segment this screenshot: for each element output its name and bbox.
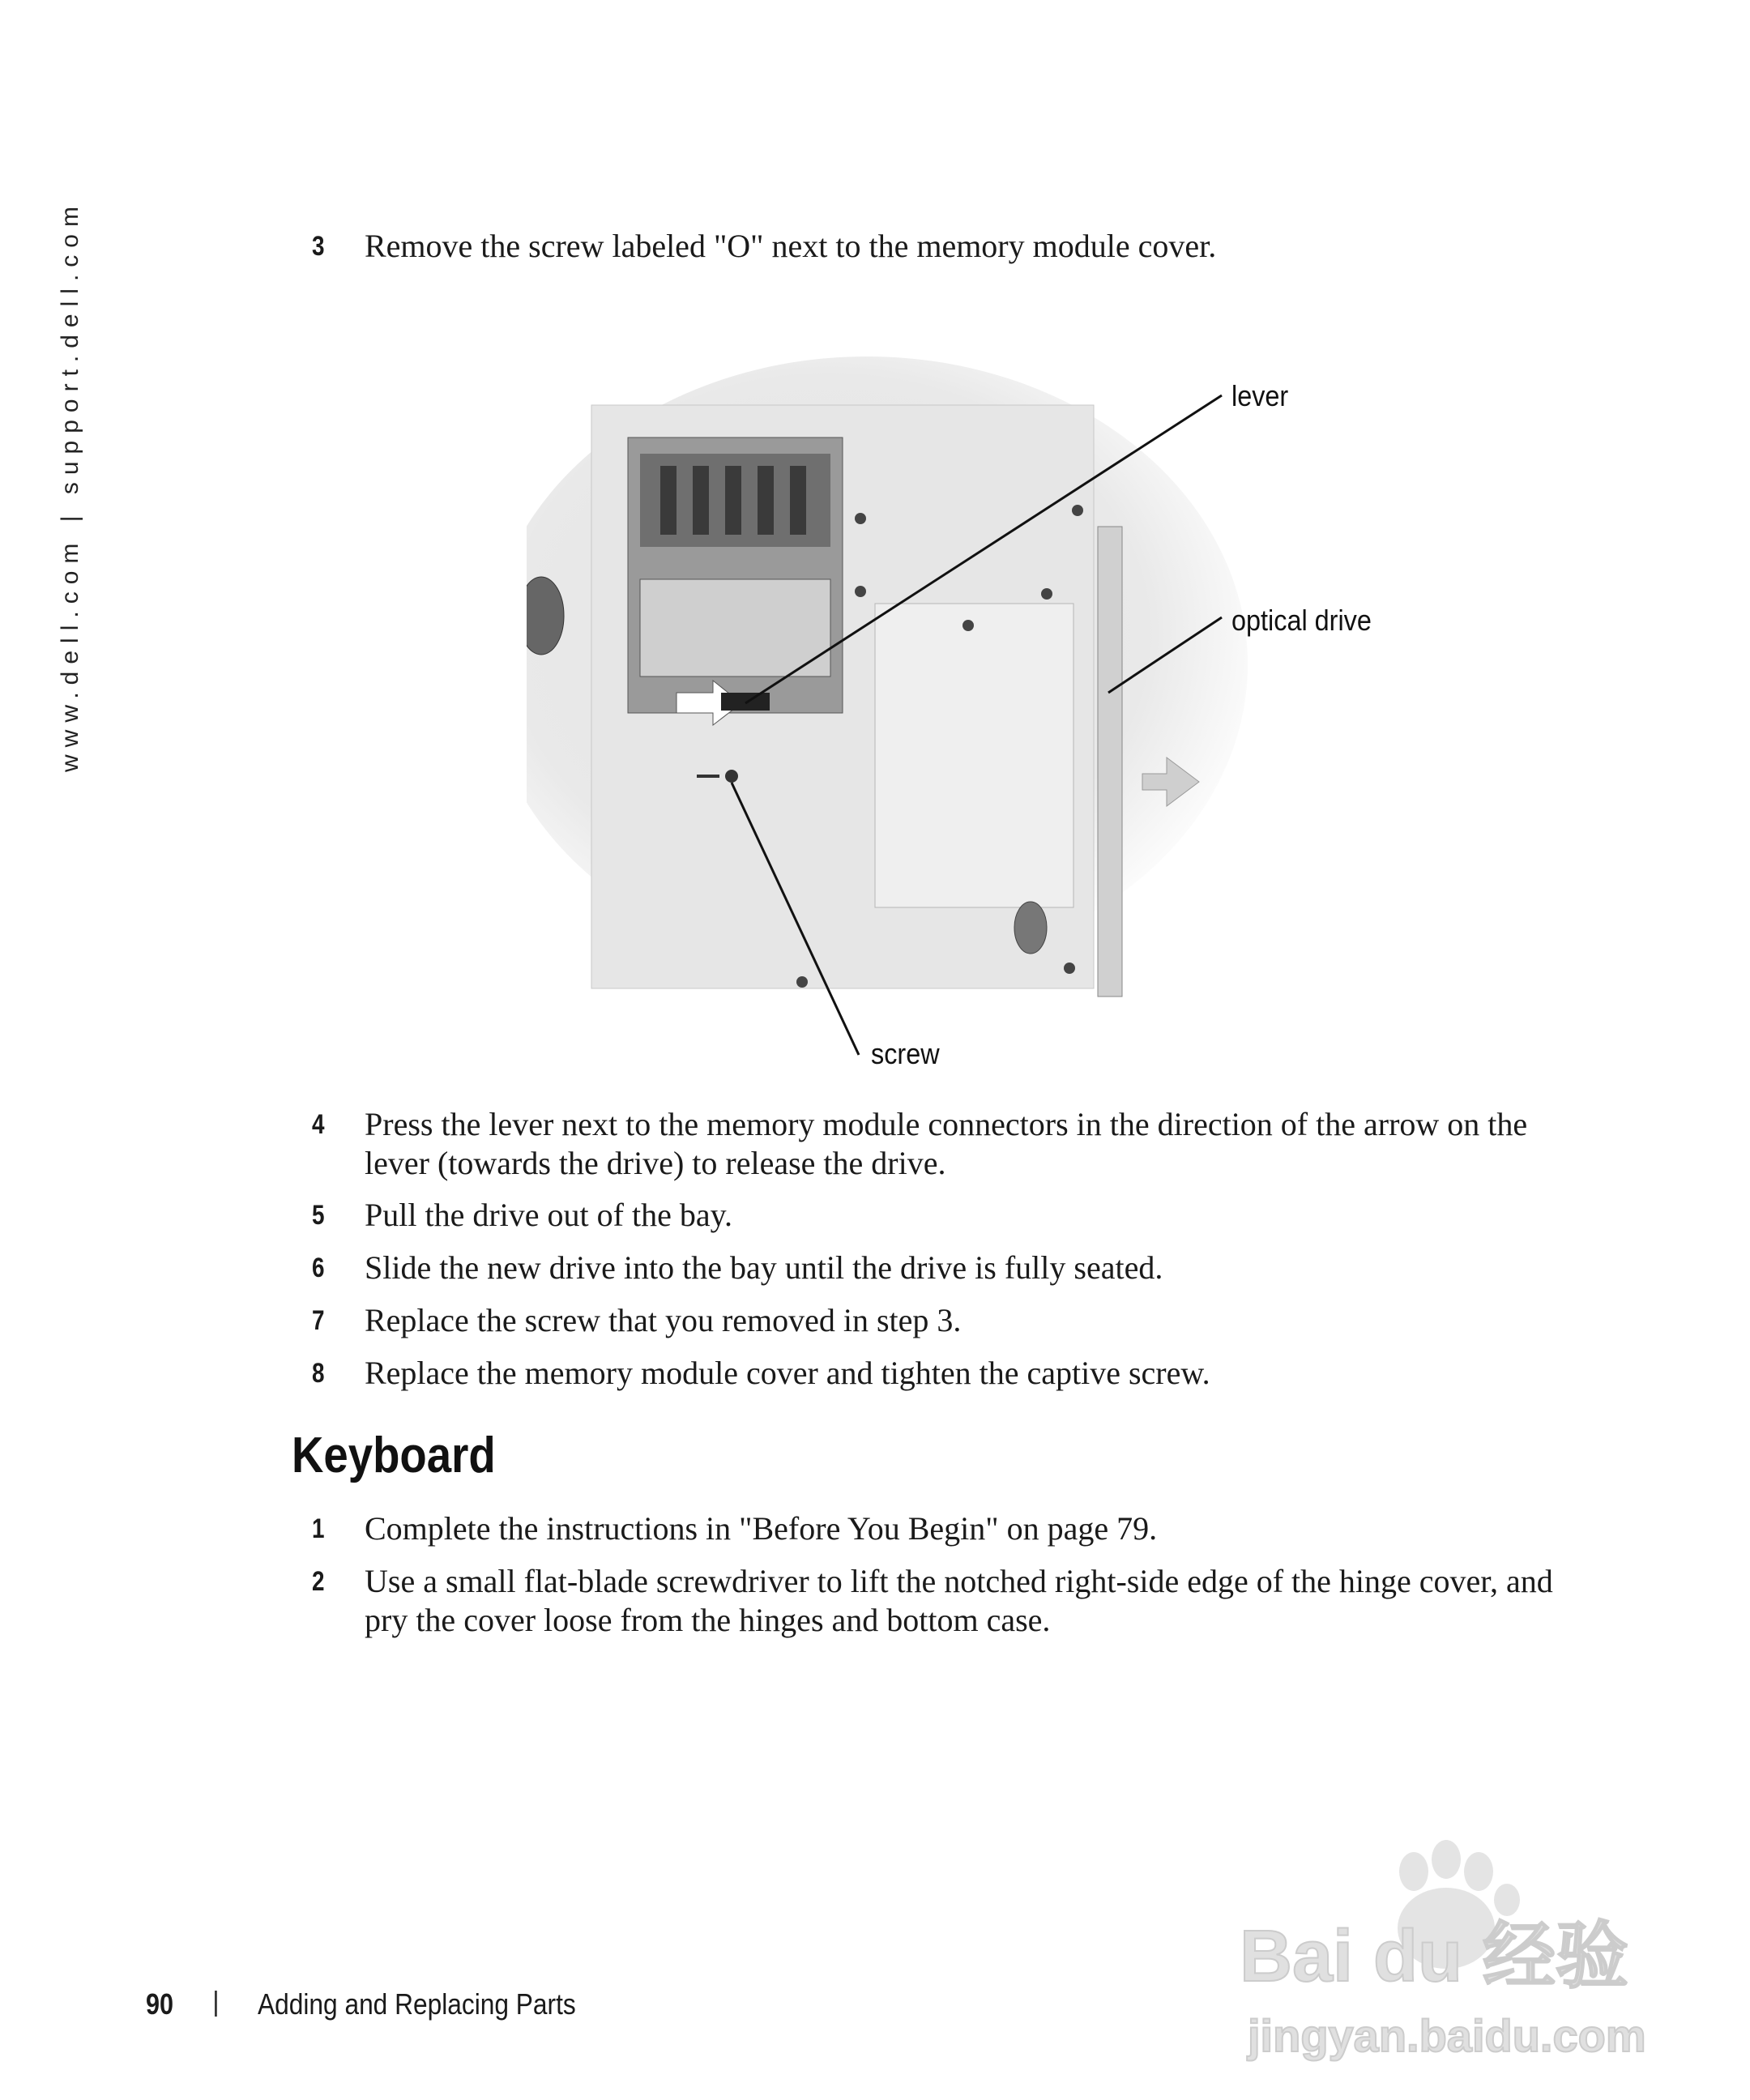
footer-title: Adding and Replacing Parts bbox=[258, 1987, 576, 2021]
step-text: Replace the screw that you removed in step 3. bbox=[365, 1302, 962, 1338]
step-text: Pull the drive out of the bay. bbox=[365, 1197, 732, 1233]
step-number: 6 bbox=[312, 1253, 325, 1283]
step-5 bbox=[312, 1196, 1576, 1235]
watermark-url: jingyan.baidu.com bbox=[1248, 2010, 1646, 2061]
keyboard-step-2 bbox=[312, 1562, 1576, 1640]
screw-o bbox=[725, 770, 738, 783]
watermark-brand: Bai du 经验 bbox=[1240, 1916, 1629, 1997]
page-number: 90 bbox=[146, 1987, 174, 2021]
step-text: Replace the memory module cover and tighten the captive screw. bbox=[365, 1355, 1210, 1391]
callout-screw: screw bbox=[871, 1037, 940, 1070]
step-number: 1 bbox=[312, 1513, 325, 1544]
step-text: Slide the new drive into the bay until the drive is fully seated. bbox=[365, 1249, 1163, 1286]
step-number: 5 bbox=[312, 1200, 325, 1231]
step-number: 3 bbox=[312, 231, 325, 262]
step-text: Use a small flat-blade screwdriver to lift the notched right-side edge of the hinge cover, and pry the cover loose from the hinges and bottom case. bbox=[365, 1563, 1553, 1638]
hard-drive-cover bbox=[875, 604, 1073, 907]
step-number: 7 bbox=[312, 1305, 325, 1336]
memory-module-bottom bbox=[640, 579, 830, 677]
step-7 bbox=[312, 1301, 1576, 1340]
step-number: 4 bbox=[312, 1109, 325, 1140]
lever bbox=[721, 693, 770, 711]
callout-optical-drive: optical drive bbox=[1231, 604, 1372, 637]
step-8 bbox=[312, 1354, 1576, 1393]
step-text: Remove the screw labeled "O" next to the memory module cover. bbox=[365, 228, 1217, 264]
step-text: Complete the instructions in "Before You Begin" on page 79. bbox=[365, 1510, 1158, 1547]
section-heading: Keyboard bbox=[292, 1428, 496, 1483]
optical-drive-edge bbox=[1098, 527, 1122, 997]
rubber-foot-right bbox=[1014, 902, 1047, 954]
step-text: Press the lever next to the memory module connectors in the direction of the arrow on the lever (towards the drive) to release the drive. bbox=[365, 1106, 1528, 1181]
keyboard-step-1 bbox=[312, 1509, 1576, 1548]
step-3 bbox=[312, 227, 1576, 266]
step-number: 2 bbox=[312, 1566, 325, 1597]
baidu-jingyan-watermark bbox=[1240, 1839, 1661, 2066]
side-url: www.dell.com | support.dell.com bbox=[57, 199, 83, 773]
step-6 bbox=[312, 1248, 1576, 1287]
step-number: 8 bbox=[312, 1358, 325, 1389]
callout-lever: lever bbox=[1231, 379, 1289, 412]
step-4 bbox=[312, 1105, 1576, 1183]
footer-separator: | bbox=[212, 1987, 220, 2017]
optical-drive-illustration bbox=[527, 324, 1458, 1086]
